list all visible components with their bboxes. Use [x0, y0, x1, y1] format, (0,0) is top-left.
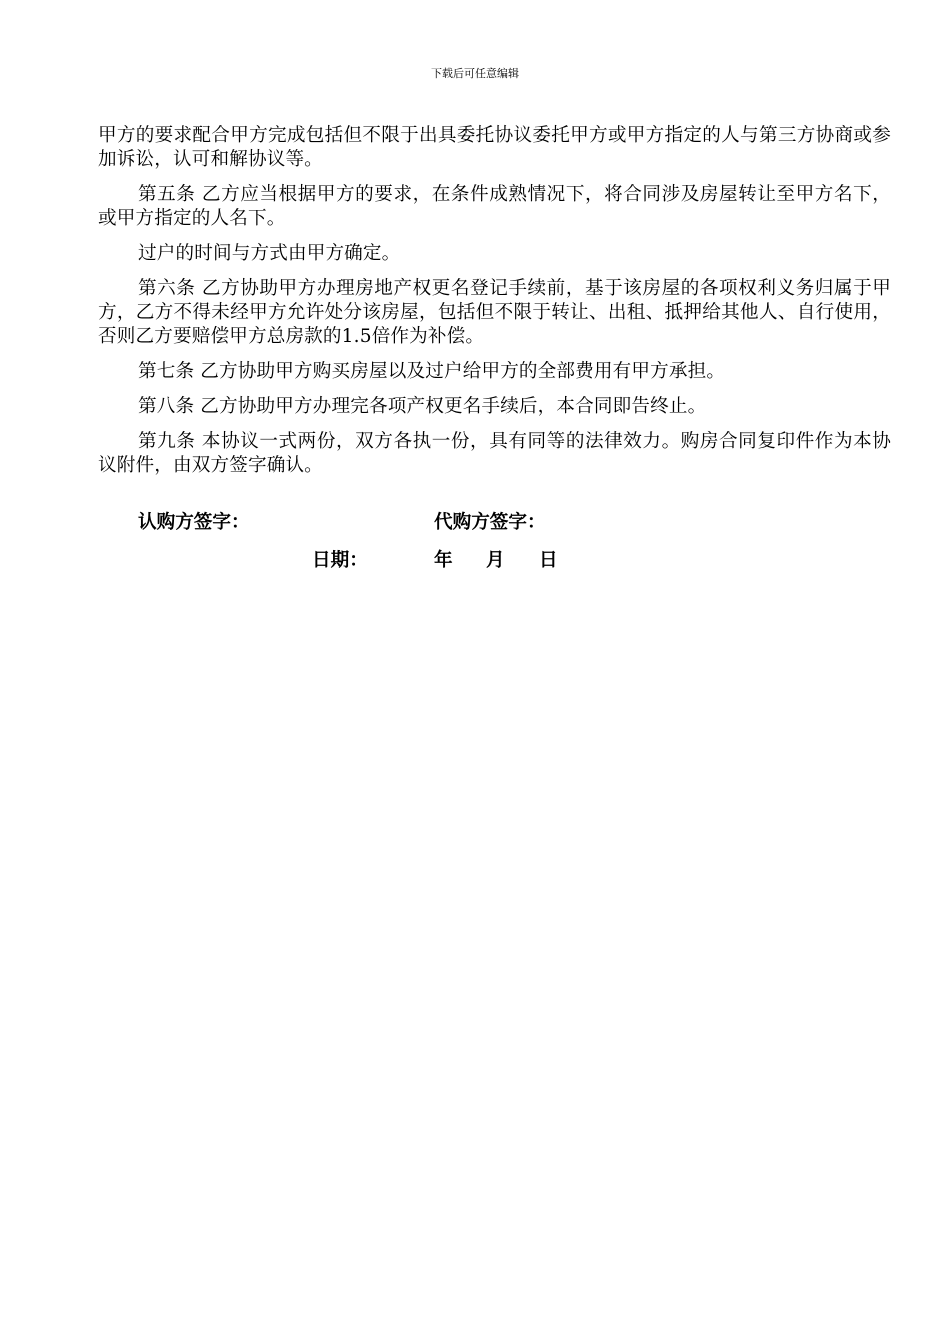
signature-row	[0, 511, 950, 535]
paragraph-transfer-method: 过户的时间与方式由甲方确定。	[138, 243, 401, 264]
date-month: 月	[486, 550, 505, 571]
date-label: 日期：	[312, 550, 368, 571]
paragraph-article-9: 第九条 本协议一式两份，双方各执一份，具有同等的法律效力。购房合同复印件作为本协议附件，由双方签字确认。	[98, 431, 891, 476]
date-row	[0, 549, 950, 573]
paragraph-article-6: 第六条 乙方协助甲方办理房地产权更名登记手续前，基于该房屋的各项权利义务归属于甲方，乙方不得未经甲方允许处分该房屋，包括但不限于转让、出租、抵押给其他人、自行使用，否则乙方要赔偿甲方总房款的1.5倍作为补偿。	[98, 278, 891, 347]
paragraph-article-5: 第五条 乙方应当根据甲方的要求，在条件成熟情况下，将合同涉及房屋转让至甲方名下，或甲方指定的人名下。	[98, 184, 891, 229]
date-year: 年	[434, 550, 453, 571]
page-header: 下载后可任意编辑	[431, 67, 519, 80]
buyer-signature-label: 认购方签字：	[138, 512, 250, 533]
paragraph-continuation: 甲方的要求配合甲方完成包括但不限于出具委托协议委托甲方或甲方指定的人与第三方协商或参加诉讼，认可和解协议等。	[98, 125, 891, 170]
date-day: 日	[539, 550, 558, 571]
paragraph-article-7: 第七条 乙方协助甲方购买房屋以及过户给甲方的全部费用有甲方承担。	[138, 361, 726, 382]
document-body	[98, 124, 891, 489]
agent-signature-label: 代购方签字：	[434, 512, 546, 533]
paragraph-article-8: 第八条 乙方协助甲方办理完各项产权更名手续后，本合同即告终止。	[138, 396, 707, 417]
